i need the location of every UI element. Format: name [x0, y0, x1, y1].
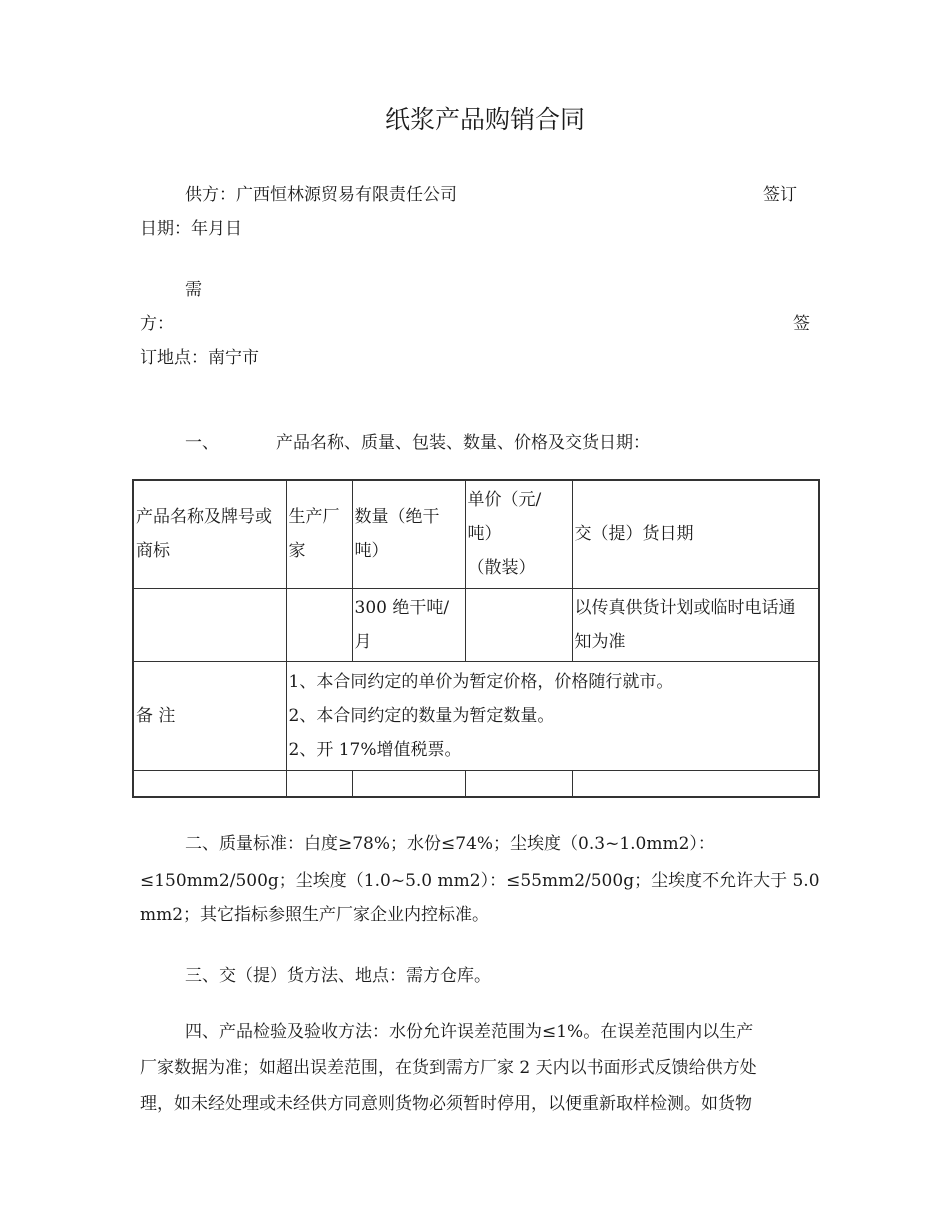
section-4-line-3: 理，如未经处理或未经供方同意则货物必须暂时停用，以便重新取样检测。如货物: [140, 1094, 752, 1114]
remark-item: 2、本合同约定的数量为暂定数量。: [288, 705, 555, 726]
sign-place-label-part1: 签: [793, 314, 810, 334]
section-1-heading: 产品名称、质量、包装、数量、价格及交货日期：: [276, 433, 650, 453]
sign-place-line: 订地点：南宁市: [140, 348, 259, 368]
cell-unit-price: [465, 588, 572, 661]
sign-date-label-part1: 签订: [763, 185, 797, 205]
section-4-line-2: 厂家数据为准；如超出误差范围，在货到需方厂家 2 天内以书面形式反馈给供方处: [140, 1058, 757, 1078]
cell-manufacturer: [286, 588, 352, 661]
header-manufacturer: 生产厂 家: [286, 480, 352, 588]
buyer-label-part1: 需: [185, 280, 202, 300]
section-2-line-2: ≤150mm2/500g；尘埃度（1.0~5.0 mm2）：≤55mm2/500g；尘埃度不允许大于 5.0: [140, 871, 820, 891]
section-4-line-1: 四、产品检验及验收方法：水份允许误差范围为≤1%。在误差范围内以生产: [185, 1022, 754, 1042]
section-3: 三、交（提）货方法、地点：需方仓库。: [185, 966, 491, 986]
remarks-content: [286, 661, 819, 770]
remark-item: 1、本合同约定的单价为暂定价格，价格随行就市。: [288, 671, 674, 692]
remark-item: 2、开 17%增值税票。: [288, 739, 462, 760]
remarks-row: [133, 661, 819, 770]
cell-quantity: 300 绝干吨/ 月: [352, 588, 465, 661]
section-2-line-3: mm2；其它指标参照生产厂家企业内控标准。: [140, 905, 490, 925]
table-row: [133, 588, 819, 661]
cell-product-name: [133, 588, 286, 661]
header-product-name: 产品名称及牌号或 商标: [133, 480, 286, 588]
cell-delivery-date: 以传真供货计划或临时电话通 知为准: [572, 588, 819, 661]
sign-date-line: 日期：年月日: [140, 219, 242, 239]
page-title: 纸浆产品购销合同: [385, 105, 586, 134]
supplier-line: 供方：广西恒林源贸易有限责任公司: [185, 185, 457, 205]
empty-row: [133, 770, 819, 797]
product-table: [132, 479, 820, 798]
section-1-number: 一、: [185, 433, 219, 453]
buyer-label-part2: 方：: [140, 314, 174, 334]
header-delivery-date: 交（提）货日期: [572, 480, 819, 588]
remarks-label: 备 注: [133, 661, 286, 770]
header-unit-price: 单价（元/ 吨） （散装）: [465, 480, 572, 588]
section-2-line-1: 二、质量标准：白度≥78%；水份≤74%；尘埃度（0.3~1.0mm2）：: [185, 834, 715, 854]
table-header-row: [133, 480, 819, 588]
header-quantity: 数量（绝干 吨）: [352, 480, 465, 588]
